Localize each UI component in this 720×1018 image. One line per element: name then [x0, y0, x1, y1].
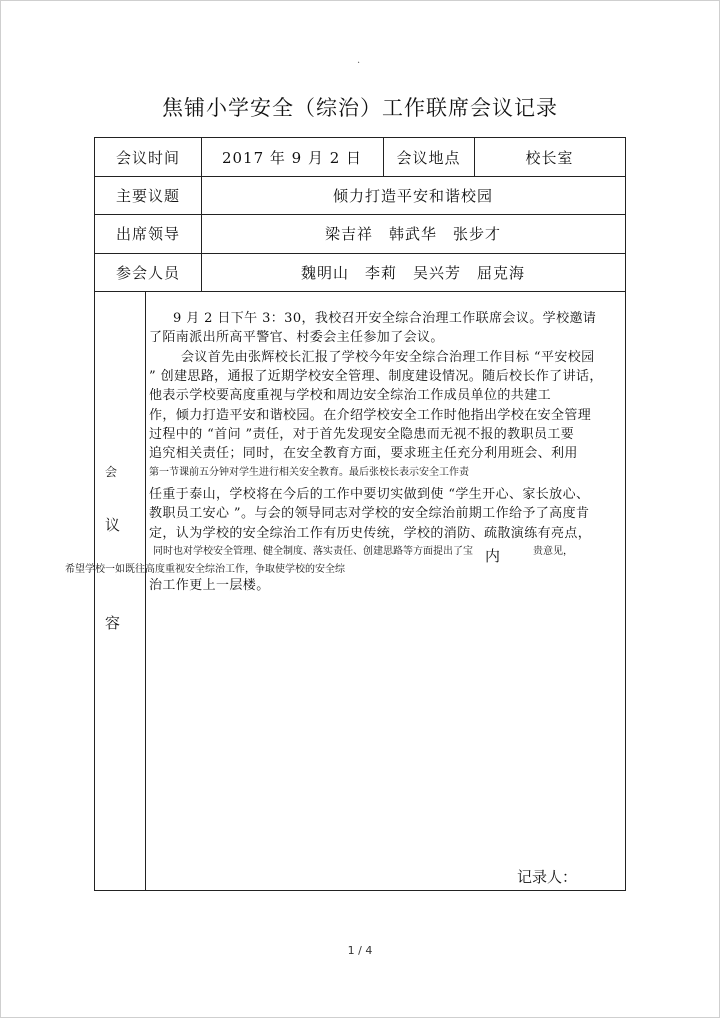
- content-label-char: 议: [105, 516, 121, 534]
- page-number: 1 / 4: [347, 944, 373, 957]
- content-line: 会议首先由张辉校长汇报了学校今年安全综合治理工作目标 “平安校园: [181, 350, 595, 365]
- document-title: 焦铺小学安全（综治）工作联席会议记录: [162, 96, 558, 120]
- leaders-label: 出席领导: [115, 225, 180, 243]
- content-label-char: 容: [105, 614, 121, 632]
- content-line-small: 第一节课前五分钟对学生进行相关安全教育。最后张校长表示安全工作责: [149, 467, 469, 478]
- content-line: 了陌南派出所高平警官、村委会主任参加了会议。: [149, 330, 444, 345]
- content-label-divider: [145, 291, 146, 890]
- attendees-label: 参会人员: [115, 263, 180, 282]
- row-divider: [95, 291, 625, 292]
- content-line: 任重于泰山，学校将在今后的工作中要切实做到使 “学生开心、家长放心、: [149, 487, 590, 502]
- content-label-char: 内: [485, 547, 501, 565]
- content-line: 定，认为学校的安全综治工作有历史传统，学校的消防、疏散演练有亮点，: [149, 526, 592, 541]
- content-line: 追究相关责任；同时，在安全教育方面，要求班主任充分利用班会、利用: [149, 446, 578, 461]
- meeting-place-label: 会议地点: [396, 148, 461, 167]
- content-line: 教职员工安心 ”。与会的领导同志对学校的安全综治前期工作给予了高度肯: [149, 506, 590, 521]
- page-dot-mark: ·: [357, 58, 361, 69]
- content-line-small: 希望学校一如既往高度重视安全综治工作，争取使学校的安全综: [65, 564, 345, 575]
- main-topic-value: 倾力打造平安和谐校园: [332, 186, 493, 205]
- meeting-time-value: 2017 年 9 月 2 日: [221, 148, 363, 167]
- leaders-value: 梁吉祥 韩武华 张步才: [324, 225, 501, 243]
- content-line: 他表示学校要高度重视与学校和周边安全综治工作成员单位的共建工: [149, 388, 552, 403]
- meeting-place-value: 校长室: [525, 148, 574, 167]
- content-label-char: 会: [105, 465, 118, 479]
- content-line-small: 同时也对学校安全管理、健全制度、落实责任、创建思路等方面提出了宝: [153, 546, 473, 557]
- content-line: 9 月 2 日下午 3：30，我校召开安全综合治理工作联席会议。学校邀请: [173, 311, 597, 326]
- main-topic-label: 主要议题: [115, 186, 180, 205]
- content-line: 治工作更上一层楼。: [149, 578, 270, 593]
- content-line-small: 贵意见，: [533, 546, 573, 557]
- recorder-label: 记录人：: [517, 868, 578, 886]
- meeting-record-table: [65, 137, 626, 891]
- meeting-time-label: 会议时间: [115, 148, 180, 167]
- attendees-value: 魏明山 李莉 吴兴芳 屈克海: [300, 263, 525, 282]
- content-line: ” 创建思路，通报了近期学校安全管理、制度建设情况。随后校长作了讲话，: [149, 369, 603, 384]
- content-line: 作，倾力打造平安和谐校园。在介绍学校安全工作时他指出学校在安全管理: [149, 408, 592, 423]
- content-line: 过程中的 “首问 ”责任，对于首先发现安全隐患而无视不报的教职员工要: [149, 427, 575, 442]
